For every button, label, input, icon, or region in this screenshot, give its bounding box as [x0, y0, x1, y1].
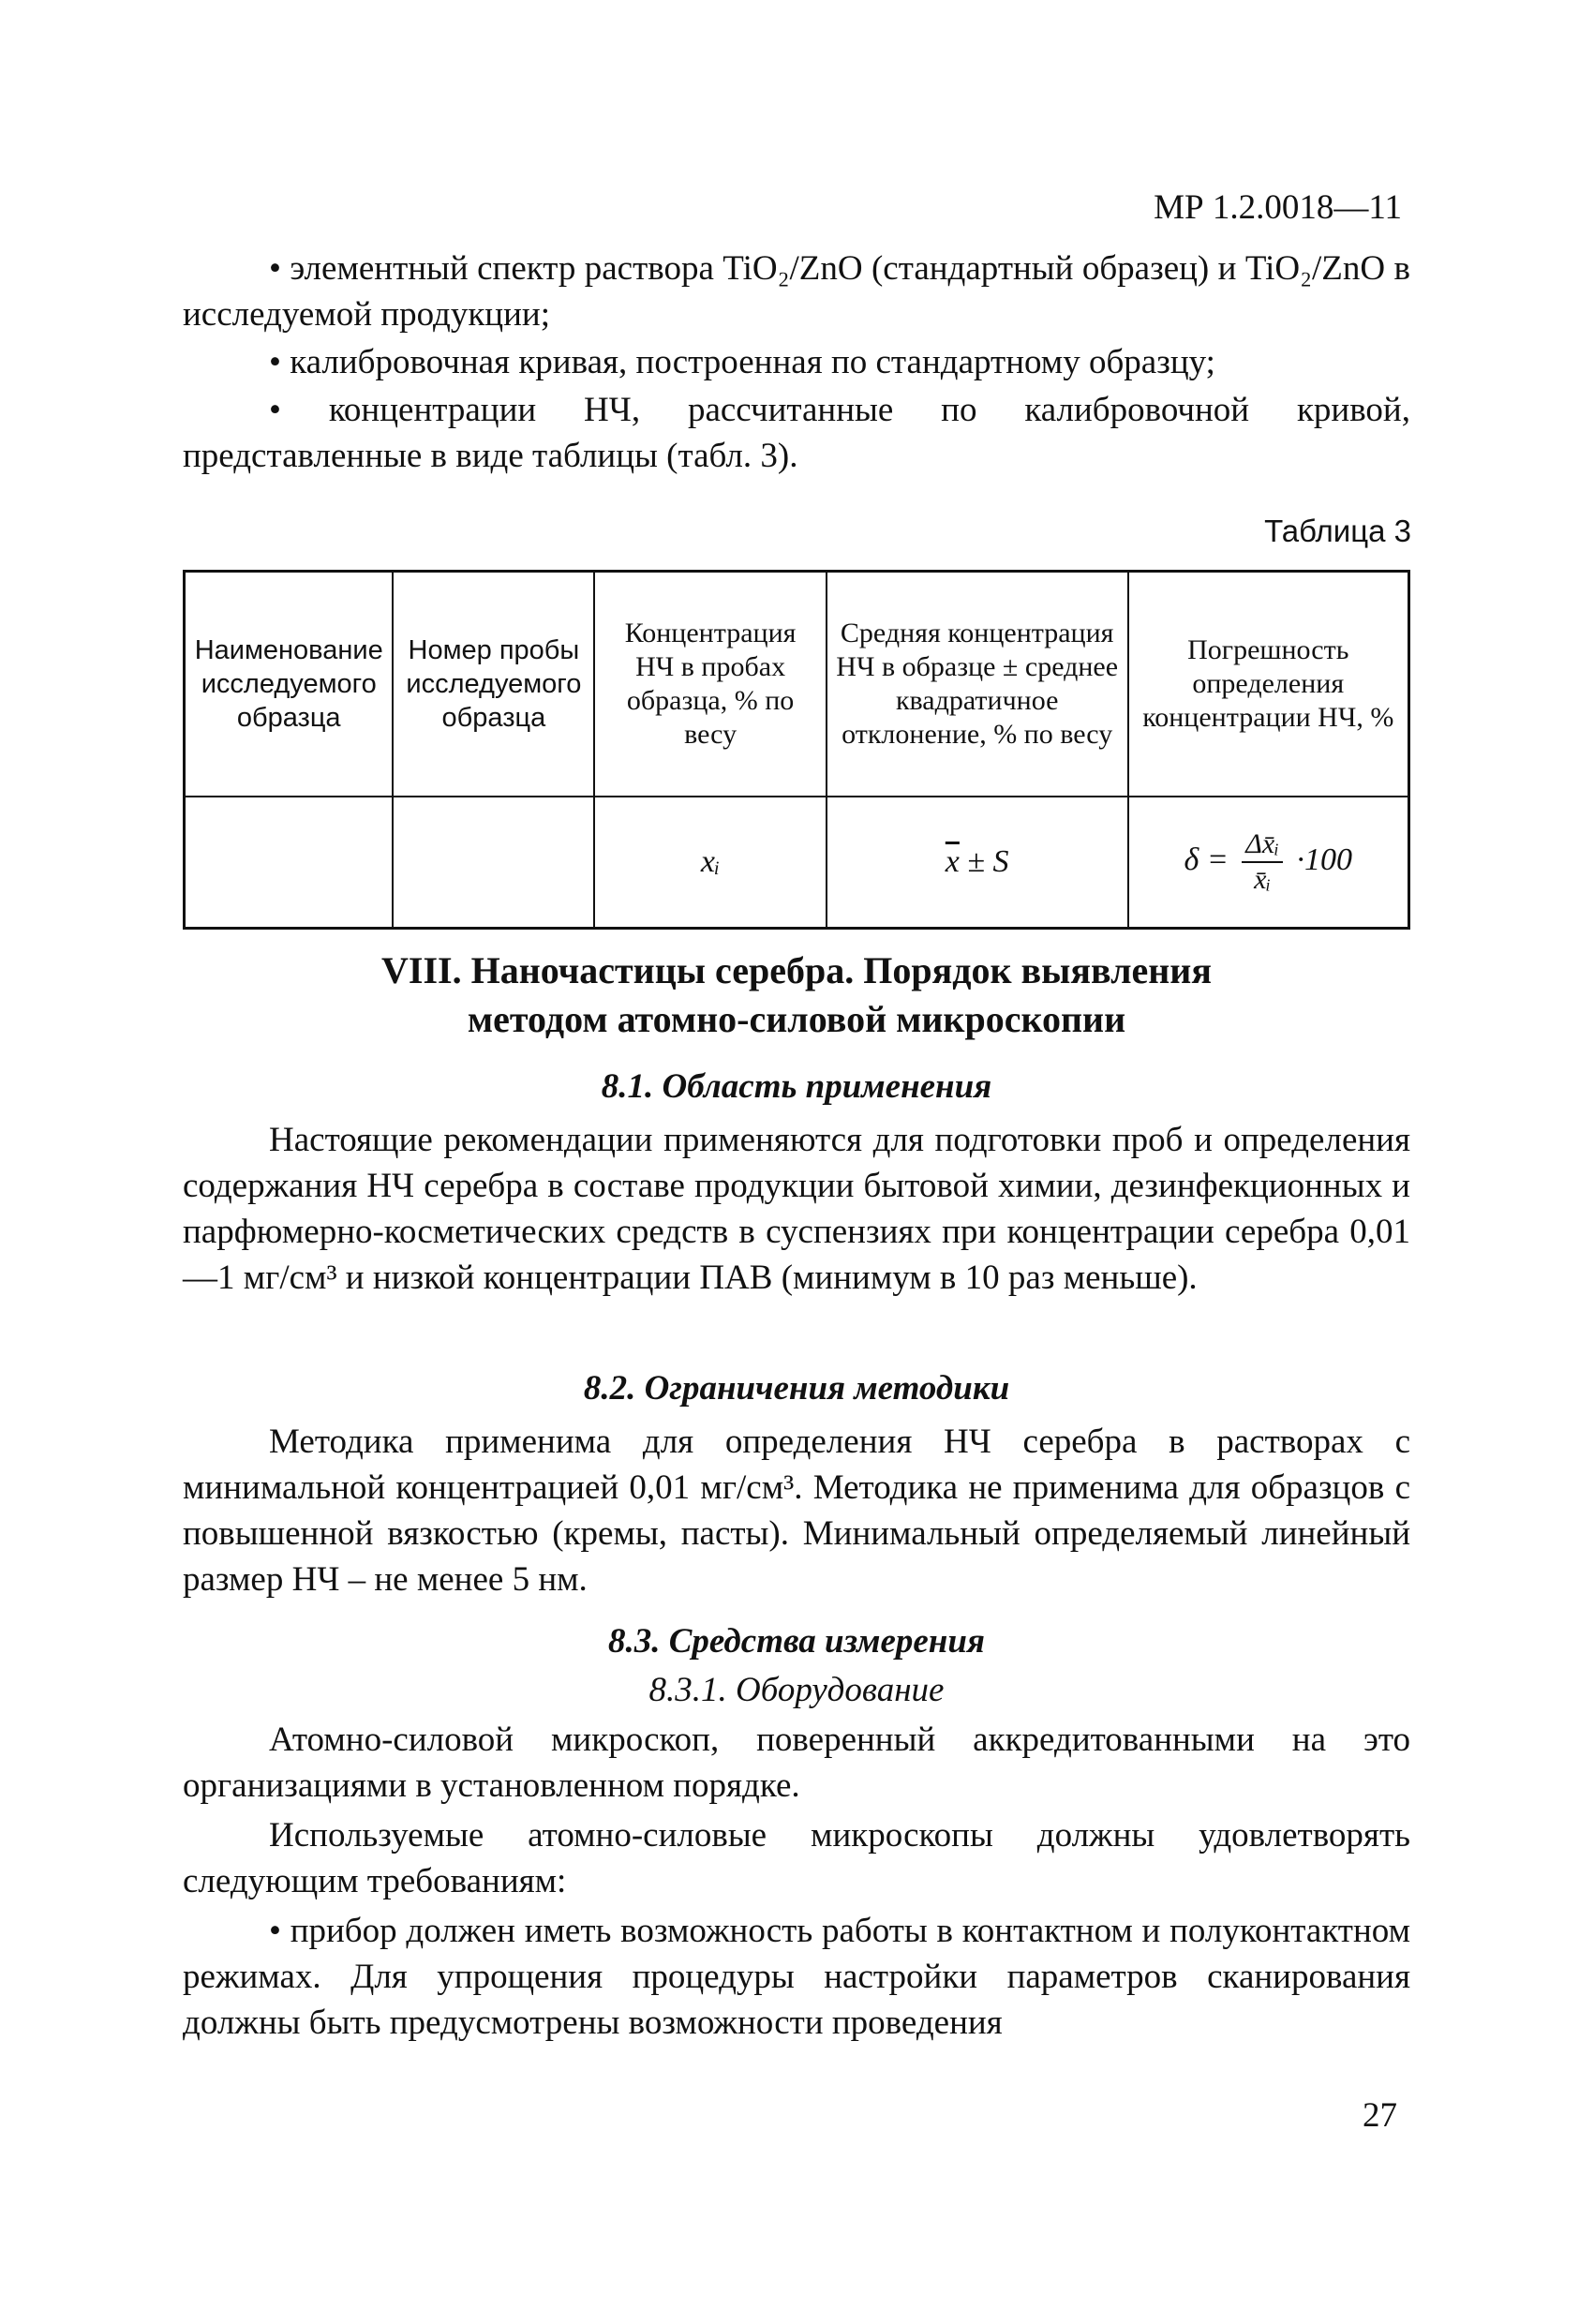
list-item: • прибор должен иметь возможность работы в контактном и полуконтактном режимах. Для упрощения процедуры настройки параметров сканирования должны быть предусмотрены возможности проведения: [183, 1912, 1410, 2042]
mean-symbol: $\overline{x}$: [945, 844, 960, 879]
paragraph-text: Методика применима для определения НЧ серебра в растворах с минимальной концентрацией 0,01 мг/см³. Методика не применима для образцов с повышенной вязкостью (кремы, пасты). Минимальный определяемый линейный размер НЧ – не менее 5 нм.: [183, 1423, 1410, 1599]
formula-lhs: δ =: [1184, 842, 1229, 877]
subsection-heading-8-2: 8.2. Ограничения методики: [583, 1369, 1010, 1408]
paragraph-8-2: [183, 1419, 1410, 1602]
section-title-line: методом атомно-силовой микроскопии: [467, 998, 1126, 1040]
table-header-row: [185, 572, 1409, 797]
table-row: [185, 797, 1409, 929]
intro-bullet-list: [183, 246, 1410, 479]
table-cell: [393, 797, 594, 929]
document-id: МР 1.2.0018—11: [1154, 188, 1402, 227]
table-header-cell: Концентрация НЧ в пробах образца, % по весу: [594, 572, 827, 797]
subsection-heading-8-1: 8.1. Область применения: [601, 1067, 992, 1106]
table-header-cell: Наименование исследуемого образца: [185, 572, 394, 797]
results-table: [183, 570, 1410, 930]
formula-rhs: ·100: [1296, 842, 1352, 877]
page-number: 27: [1363, 2096, 1397, 2135]
concentration-symbol: xᵢ: [594, 797, 827, 929]
mean-plus-minus-formula: [827, 797, 1128, 929]
subsection-heading-8-3-1: 8.3.1. Оборудование: [648, 1671, 945, 1709]
subsection-heading-8-3: 8.3. Средства измерения: [608, 1622, 985, 1661]
list-item: • элементный спектр раствора TiO₂/ZnO (стандартный образец) и TiO₂/ZnO в исследуемой продукции;: [183, 249, 1410, 334]
table-header-cell: Средняя концентрация НЧ в образце ± среднее квадратичное отклонение, % по весу: [827, 572, 1128, 797]
paragraph-text: Используемые атомно-силовые микроскопы должны удовлетворять следующим требованиям:: [183, 1816, 1410, 1900]
paragraph-8-1: [183, 1117, 1410, 1301]
table-caption: Таблица 3: [1264, 514, 1411, 548]
error-formula: [1128, 797, 1409, 929]
table-header-cell: Номер пробы исследуемого образца: [393, 572, 594, 797]
list-item: • калибровочная кривая, построенная по стандартному образцу;: [269, 343, 1215, 381]
paragraph-text: Настоящие рекомендации применяются для подготовки проб и определения содержания НЧ серебра в составе продукции бытовой химии, дезинфекционных и парфюмерно-косметических средств в суспензиях при концентрации серебра 0,01—1 мг/см³ и низкой концентрации ПАВ (минимум в 10 раз меньше).: [183, 1121, 1410, 1297]
equipment-text: [183, 1717, 1410, 2046]
deviation-symbol: ± S: [959, 844, 1009, 879]
table-header-cell: Погрешность определения концентрации НЧ, %: [1128, 572, 1409, 797]
formula-denominator: x̄ᵢ: [1254, 864, 1272, 895]
section-title: [183, 946, 1410, 1044]
formula-fraction: [1242, 827, 1283, 897]
formula-numerator: Δx̄ᵢ: [1242, 827, 1283, 863]
table-cell: [185, 797, 394, 929]
paragraph-text: Атомно-силовой микроскоп, поверенный аккредитованными на это организациями в установленном порядке.: [183, 1721, 1410, 1805]
list-item: • концентрации НЧ, рассчитанные по калибровочной кривой, представленные в виде таблицы (табл. 3).: [183, 391, 1410, 475]
section-title-line: VIII. Наночастицы серебра. Порядок выявления: [381, 949, 1212, 991]
